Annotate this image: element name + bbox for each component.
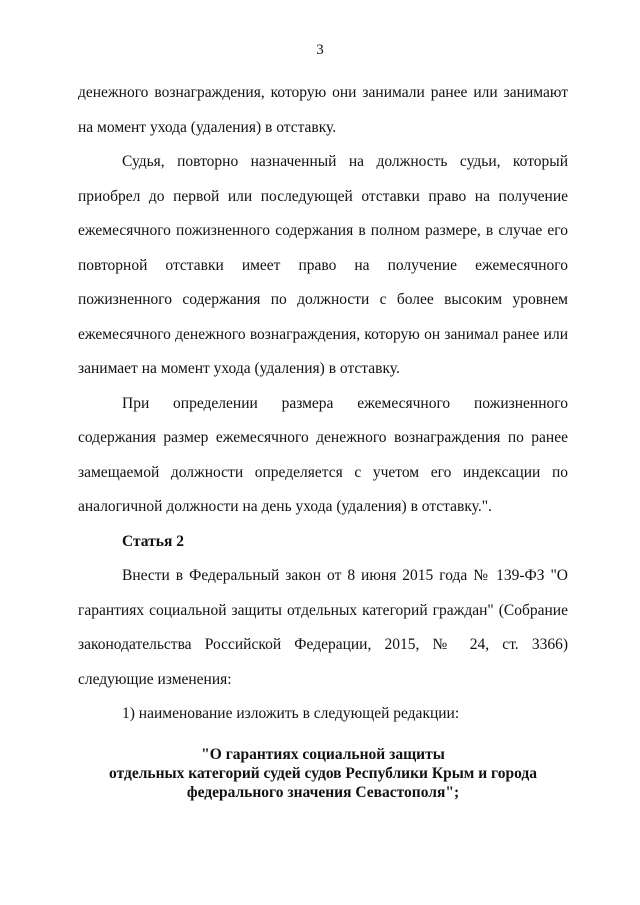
paragraph-determination: При определении размера ежемесячного пожизненного содержания размер ежемесячного денежного вознаграждения по ранее замещаемой должности определяется с учетом его индексации по аналогичной должности на день ухода (удаления) в отставку.". — [78, 394, 568, 515]
paragraph-amendment-item-1: 1) наименование изложить в следующей редакции: — [122, 705, 460, 722]
law-title-block — [78, 745, 568, 802]
law-title-line: отдельных категорий судей судов Республики Крым и города — [109, 764, 537, 782]
article-heading: Статья 2 — [122, 532, 184, 550]
paragraph-continuation: денежного вознаграждения, которую они занимали ранее или занимают на момент ухода (удаления) в отставку. — [78, 84, 568, 136]
paragraph-amendment-intro: Внести в Федеральный закон от 8 июня 2015 года № 139-ФЗ "О гарантиях социальной защиты отдельных категорий граждан" (Собрание законодательства Российской Федерации, 2015, № 24, ст. 3366) следующие изменения: — [78, 567, 568, 688]
document-body — [78, 76, 568, 802]
paragraph-judge-reappointed: Судья, повторно назначенный на должность судьи, который приобрел до первой или последующей отставки право на получение ежемесячного пожизненного содержания в полном размере, в случае его повторной отставки имеет право на получение ежемесячного пожизненного содержания по должности с более высоким уровнем ежемесячного денежного вознаграждения, которую он занимал ранее или занимает на момент ухода (удаления) в отставку. — [78, 153, 568, 377]
law-title-line: федерального значения Севастополя"; — [186, 783, 460, 801]
page-number: 3 — [316, 42, 324, 58]
law-title-line: "О гарантиях социальной защиты — [201, 745, 445, 763]
